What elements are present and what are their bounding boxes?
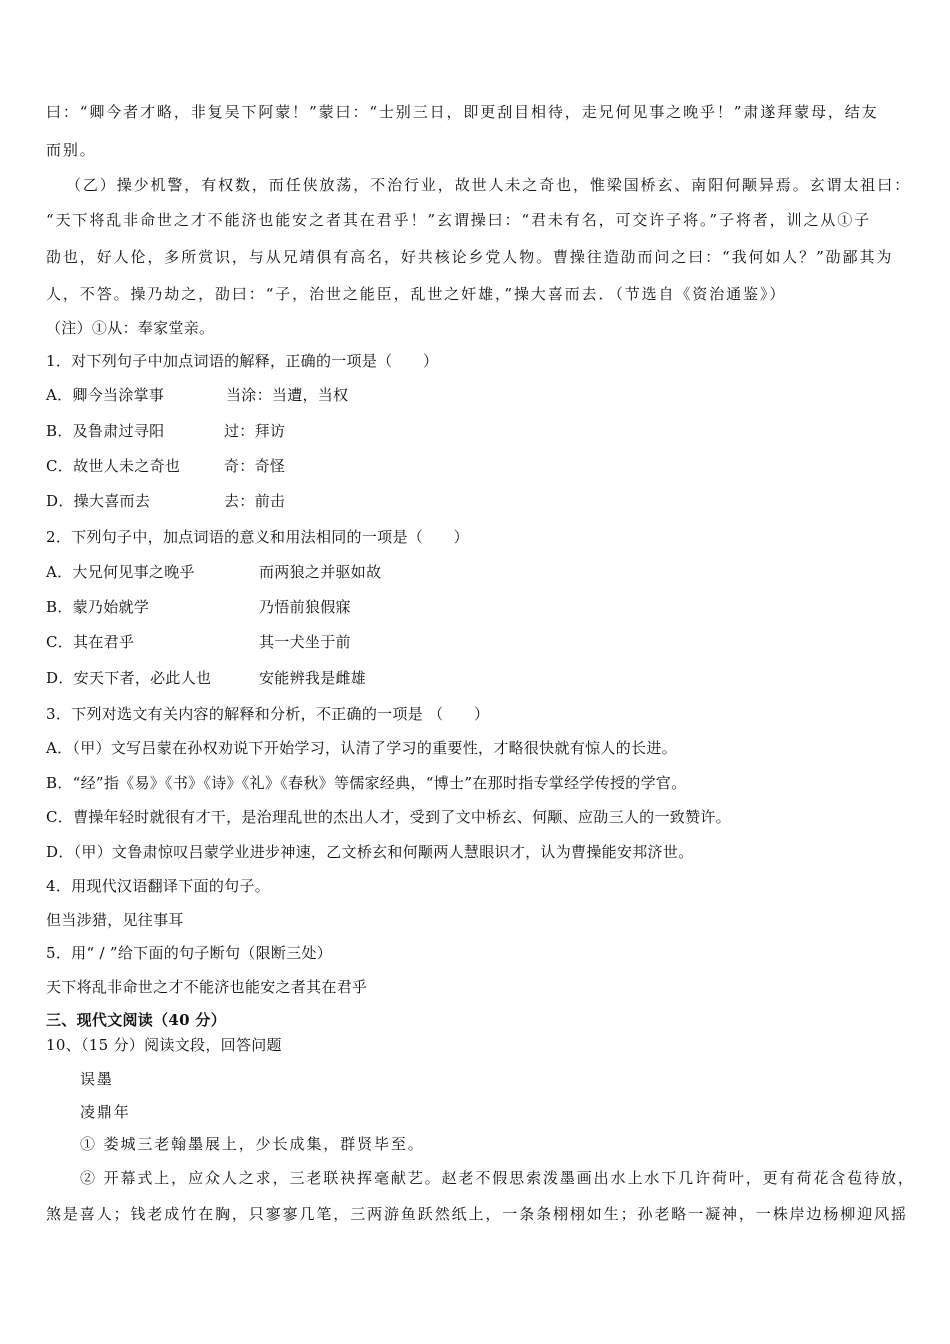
option-sentence: C．故世人未之奇也 (46, 457, 181, 475)
option-compare-sentence: 乃悟前狼假寐 (259, 598, 351, 616)
question-2-option-a (46, 562, 906, 582)
option-explanation: 当涂：当遭，当权 (226, 386, 349, 404)
article-paragraph-2-line-1: ② 开幕式上，应众人之求，三老联袂挥毫献艺。赵老不假思索泼墨画出水上水下几许荷叶，更有荷花含苞待放， (80, 1169, 915, 1187)
option-explanation: 去：前击 (224, 492, 286, 510)
passage-jia-line-2: 而别。 (46, 141, 97, 159)
passage-yi-line-4: 人，不答。操乃劫之，劭曰：“子，治世之能臣，乱世之奸雄，”操大喜而去．（节选自《资治通鉴》） (46, 285, 787, 303)
article-author: 凌鼎年 (80, 1103, 131, 1121)
option-sentence: A．大兄何见事之晚乎 (46, 563, 195, 581)
passage-jia-line-1: 曰：“卿今者才略，非复吴下阿蒙！”蒙曰：“士别三日，即更刮目相待，走兄何见事之晚乎！”肃遂拜蒙母，结友 (46, 103, 879, 121)
question-1-stem: 1．对下列句子中加点词语的解释，正确的一项是（ ） (46, 352, 439, 370)
question-1-option-c (46, 456, 906, 476)
option-compare-sentence: 而两狼之并驱如故 (259, 563, 382, 581)
question-5-sentence: 天下将乱非命世之才不能济也能安之者其在君乎 (46, 978, 368, 996)
option-sentence: C．其在君乎 (46, 633, 135, 651)
question-5-stem: 5．用“ / ”给下面的句子断句（限断三处） (46, 944, 333, 962)
question-1-option-b (46, 421, 906, 441)
question-4-stem: 4．用现代汉语翻译下面的句子。 (46, 877, 271, 895)
annotation-note: （注）①从：奉家堂亲。 (46, 319, 215, 337)
question-1-option-a (46, 385, 906, 405)
question-2-option-b (46, 597, 906, 617)
option-sentence: B．蒙乃始就学 (46, 598, 150, 616)
article-title: 误墨 (80, 1070, 114, 1088)
question-3-stem: 3．下列对选文有关内容的解释和分析，不正确的一项是 （ ） (46, 705, 490, 723)
passage-yi-line-1: （乙）操少机警，有权数，而任侠放荡，不治行业，故世人未之奇也，惟梁国桥玄、南阳何颙异焉。玄谓太祖曰： (66, 176, 912, 194)
article-paragraph-2-line-2: 煞是喜人；钱老成竹在胸，只寥寥几笔，三两游鱼跃然纸上，一条条栩栩如生；孙老略一凝神，一株岸边杨柳迎风摇 (46, 1205, 908, 1223)
question-4-sentence: 但当涉猎，见往事耳 (46, 911, 184, 929)
option-sentence: B．及鲁肃过寻阳 (46, 422, 165, 440)
section-3-heading: 三、现代文阅读（40 分） (46, 1011, 226, 1029)
question-3-option-d: D．（甲）文鲁肃惊叹吕蒙学业进步神速，乙文桥玄和何颙两人慧眼识才，认为曹操能安邦济世。 (46, 843, 694, 861)
question-1-option-d (46, 491, 906, 511)
option-sentence: D．安天下者，必此人也 (46, 669, 212, 687)
option-sentence: D．操大喜而去 (46, 492, 151, 510)
passage-yi-line-3: 劭也，好人伦，多所赏识，与从兄靖俱有高名，好共核论乡党人物。曹操往造劭而问之曰：“我何如人？”劭鄙其为 (46, 248, 894, 266)
question-2-option-d (46, 668, 906, 688)
passage-yi-line-2: “天下将乱非命世之才不能济也能安之者其在君乎！”玄谓操曰：“君未有名，可交许子将。”子将者，训之从①子 (46, 211, 872, 229)
option-explanation: 奇：奇怪 (224, 457, 286, 475)
question-3-option-a: A．（甲）文写吕蒙在孙权劝说下开始学习，认清了学习的重要性，才略很快就有惊人的长进。 (46, 739, 677, 757)
option-compare-sentence: 其一犬坐于前 (259, 633, 351, 651)
question-2-stem: 2．下列句子中，加点词语的意义和用法相同的一项是（ ） (46, 528, 469, 546)
option-sentence: A．卿今当涂掌事 (46, 386, 165, 404)
question-3-option-b: B．“经”指《易》《书》《诗》《礼》《春秋》等儒家经典，“博士”在那时指专掌经学传授的学官。 (46, 774, 687, 792)
option-explanation: 过：拜访 (224, 422, 286, 440)
article-paragraph-1: ① 娄城三老翰墨展上，少长成集，群贤毕至。 (80, 1135, 425, 1153)
question-3-option-c: C．曹操年轻时就很有才干，是治理乱世的杰出人才，受到了文中桥玄、何颙、应劭三人的一致赞许。 (46, 808, 731, 826)
option-compare-sentence: 安能辨我是雌雄 (259, 669, 367, 687)
question-10-stem: 10、（15 分）阅读文段，回答问题 (46, 1036, 282, 1054)
question-2-option-c (46, 632, 906, 652)
